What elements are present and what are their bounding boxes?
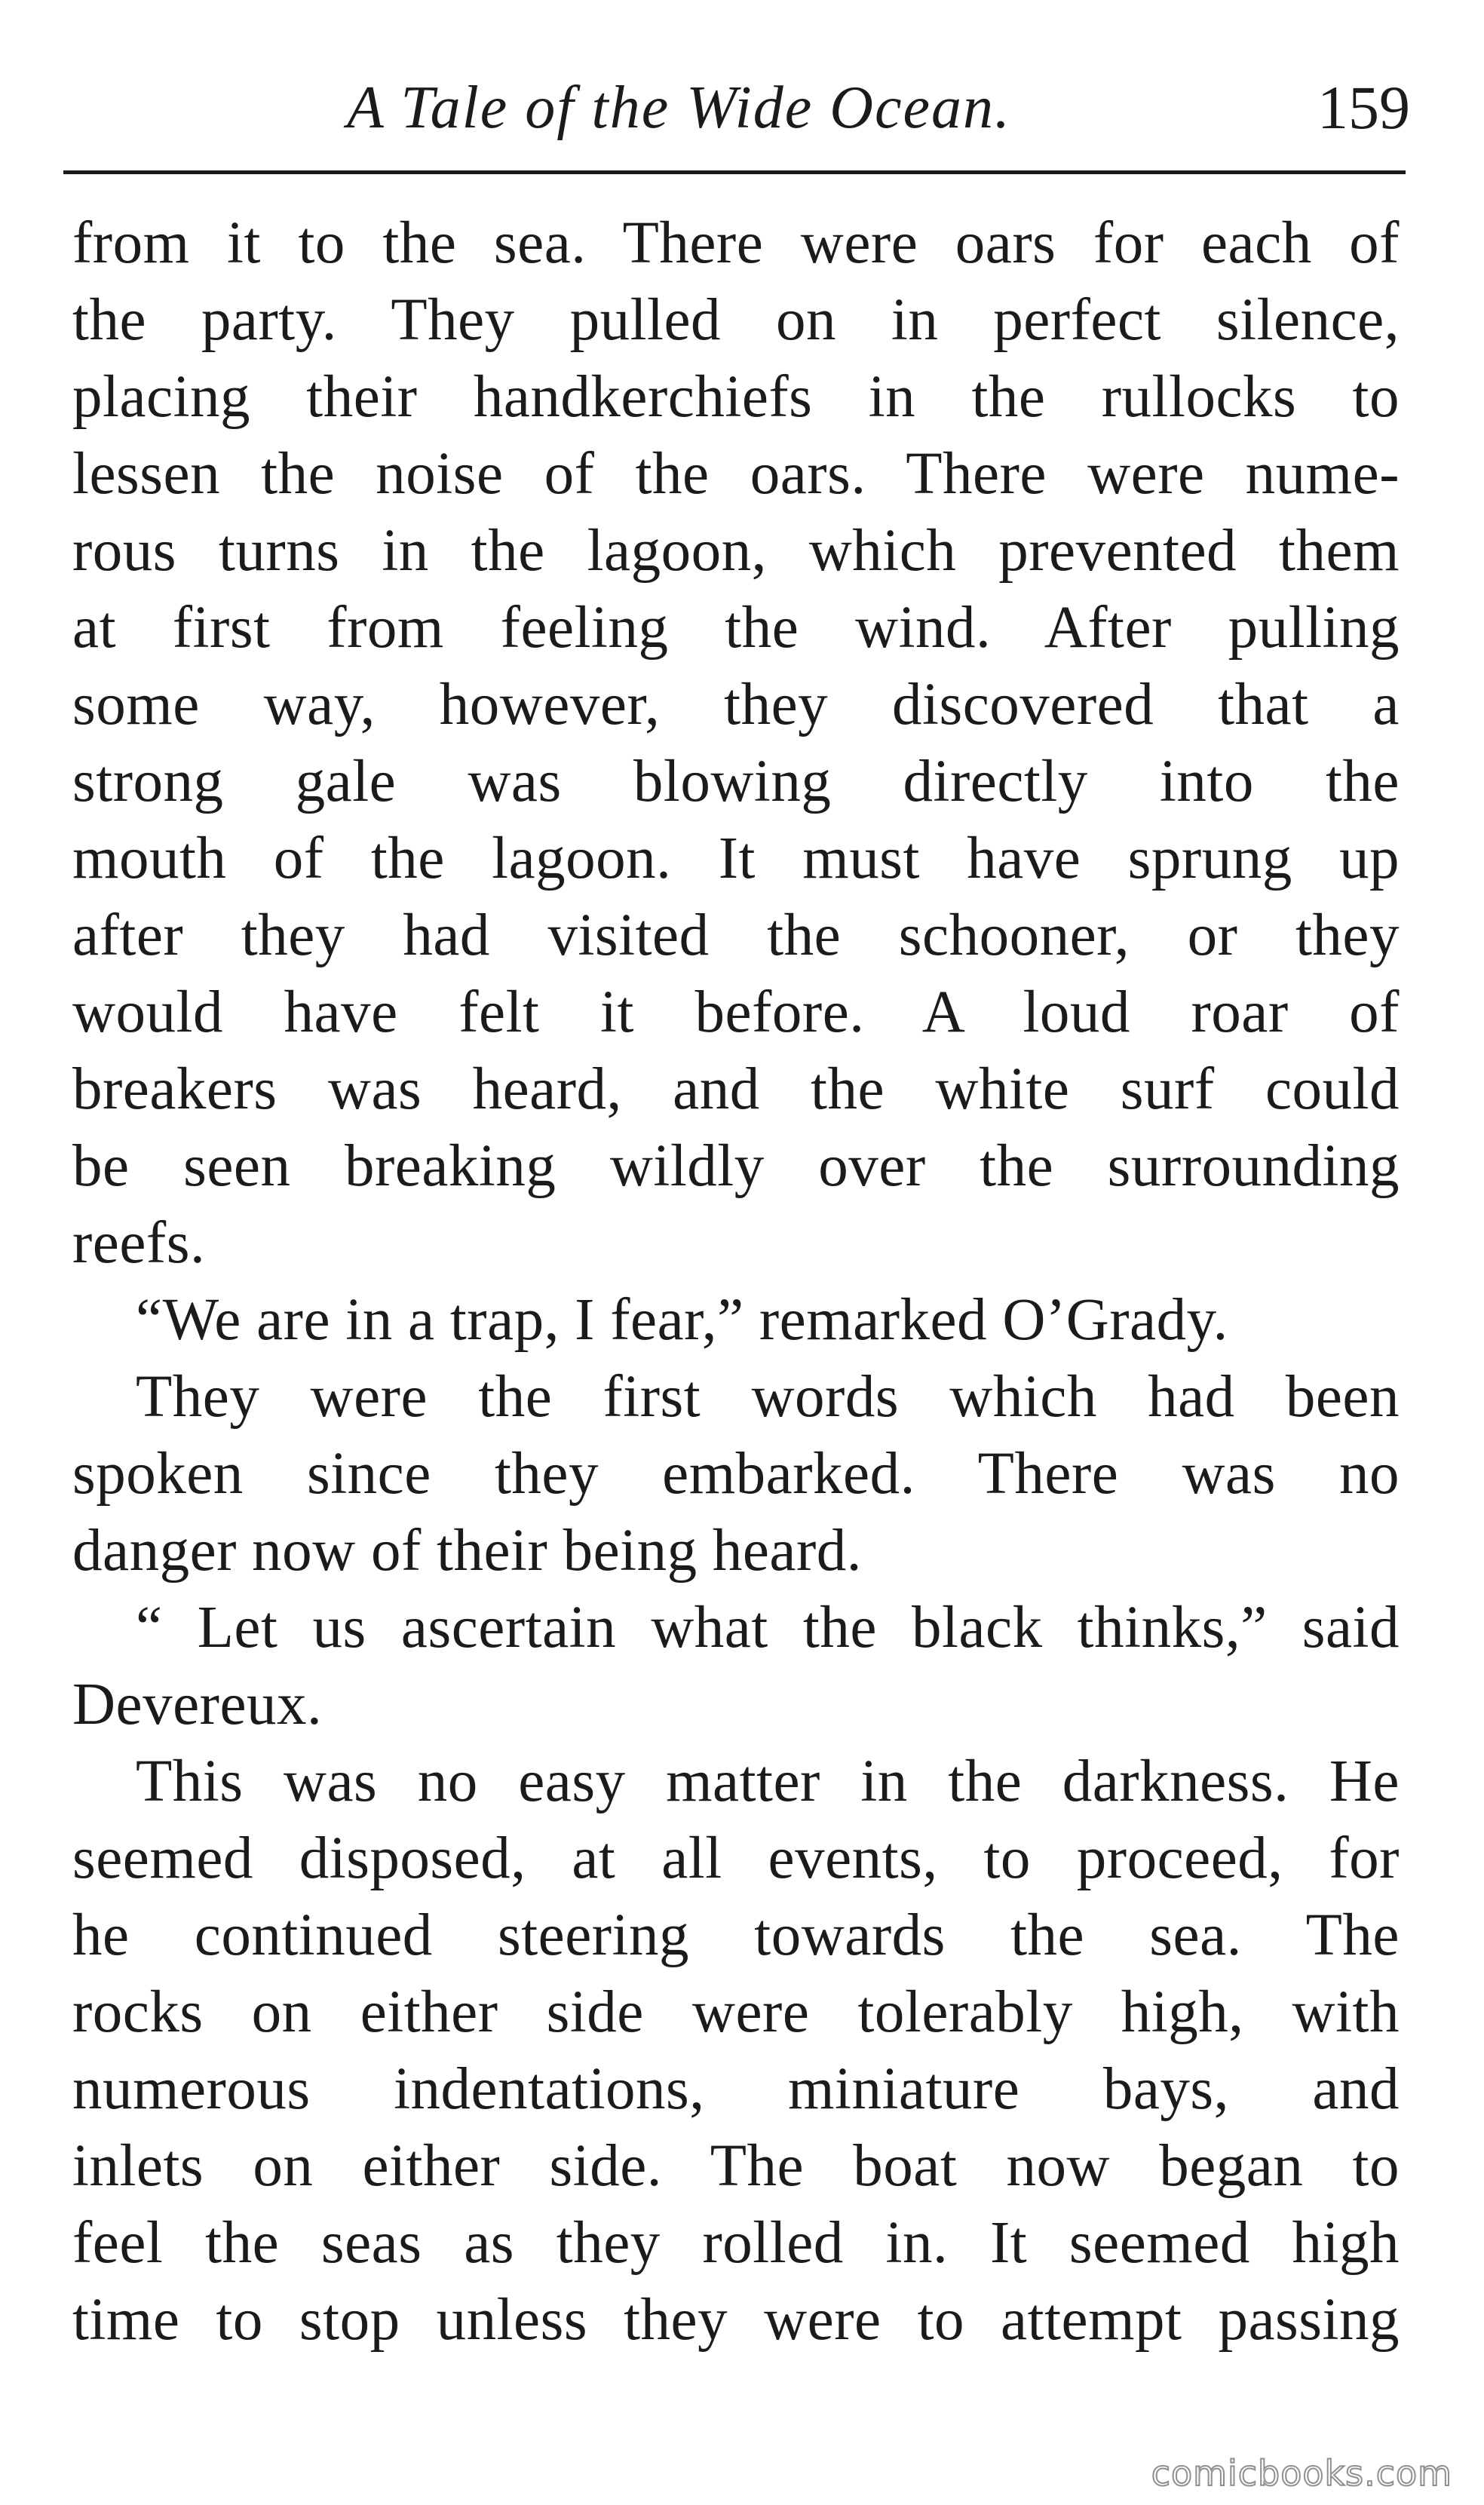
text-line: reefs. — [72, 1210, 206, 1276]
running-title: A Tale of the Wide Ocean. — [347, 75, 1012, 141]
text-line: at first from feeling the wind. After pulling — [72, 595, 1400, 661]
text-line: This was no easy matter in the darkness. He — [136, 1749, 1400, 1814]
text-line: “We are in a trap, I fear,” remarked O’Grady. — [136, 1287, 1228, 1353]
text-line: Devereux. — [72, 1672, 323, 1737]
page-number: 159 — [1317, 73, 1410, 142]
text-line: breakers was heard, and the white surf could — [72, 1056, 1400, 1122]
text-line: “ Let us ascertain what the black thinks,” said — [136, 1595, 1400, 1660]
text-line: rocks on either side were tolerably high, with — [72, 1979, 1400, 2045]
site-watermark: comicbooks.com — [1151, 2453, 1452, 2494]
text-line: placing their handkerchiefs in the rullocks to — [72, 364, 1400, 430]
text-line: rous turns in the lagoon, which prevented them — [72, 518, 1400, 584]
text-line: from it to the sea. There were oars for each of — [72, 210, 1400, 276]
text-line: feel the seas as they rolled in. It seemed high — [72, 2210, 1400, 2276]
text-line: lessen the noise of the oars. There were nume- — [72, 441, 1400, 507]
text-line: They were the first words which had been — [136, 1364, 1400, 1430]
text-line: after they had visited the schooner, or they — [72, 903, 1400, 968]
text-line: strong gale was blowing directly into the — [72, 749, 1400, 814]
text-line: seemed disposed, at all events, to proceed, for — [72, 1826, 1400, 1891]
text-line: the party. They pulled on in perfect silence, — [72, 287, 1400, 353]
text-line: be seen breaking wildly over the surrounding — [72, 1133, 1400, 1199]
text-line: spoken since they embarked. There was no — [72, 1441, 1400, 1507]
header-rule — [63, 170, 1406, 174]
text-line: mouth of the lagoon. It must have sprung up — [72, 826, 1400, 891]
text-line: danger now of their being heard. — [72, 1518, 863, 1584]
text-line: numerous indentations, miniature bays, and — [72, 2056, 1400, 2122]
text-line: some way, however, they discovered that a — [72, 672, 1400, 737]
page-header — [75, 66, 1410, 149]
text-line: inlets on either side. The boat now began to — [72, 2133, 1400, 2199]
text-line: time to stop unless they were to attempt passing — [72, 2287, 1400, 2353]
text-line: would have felt it before. A loud roar of — [72, 980, 1400, 1045]
body-text — [72, 205, 1400, 2359]
text-line: he continued steering towards the sea. The — [72, 1903, 1400, 1968]
